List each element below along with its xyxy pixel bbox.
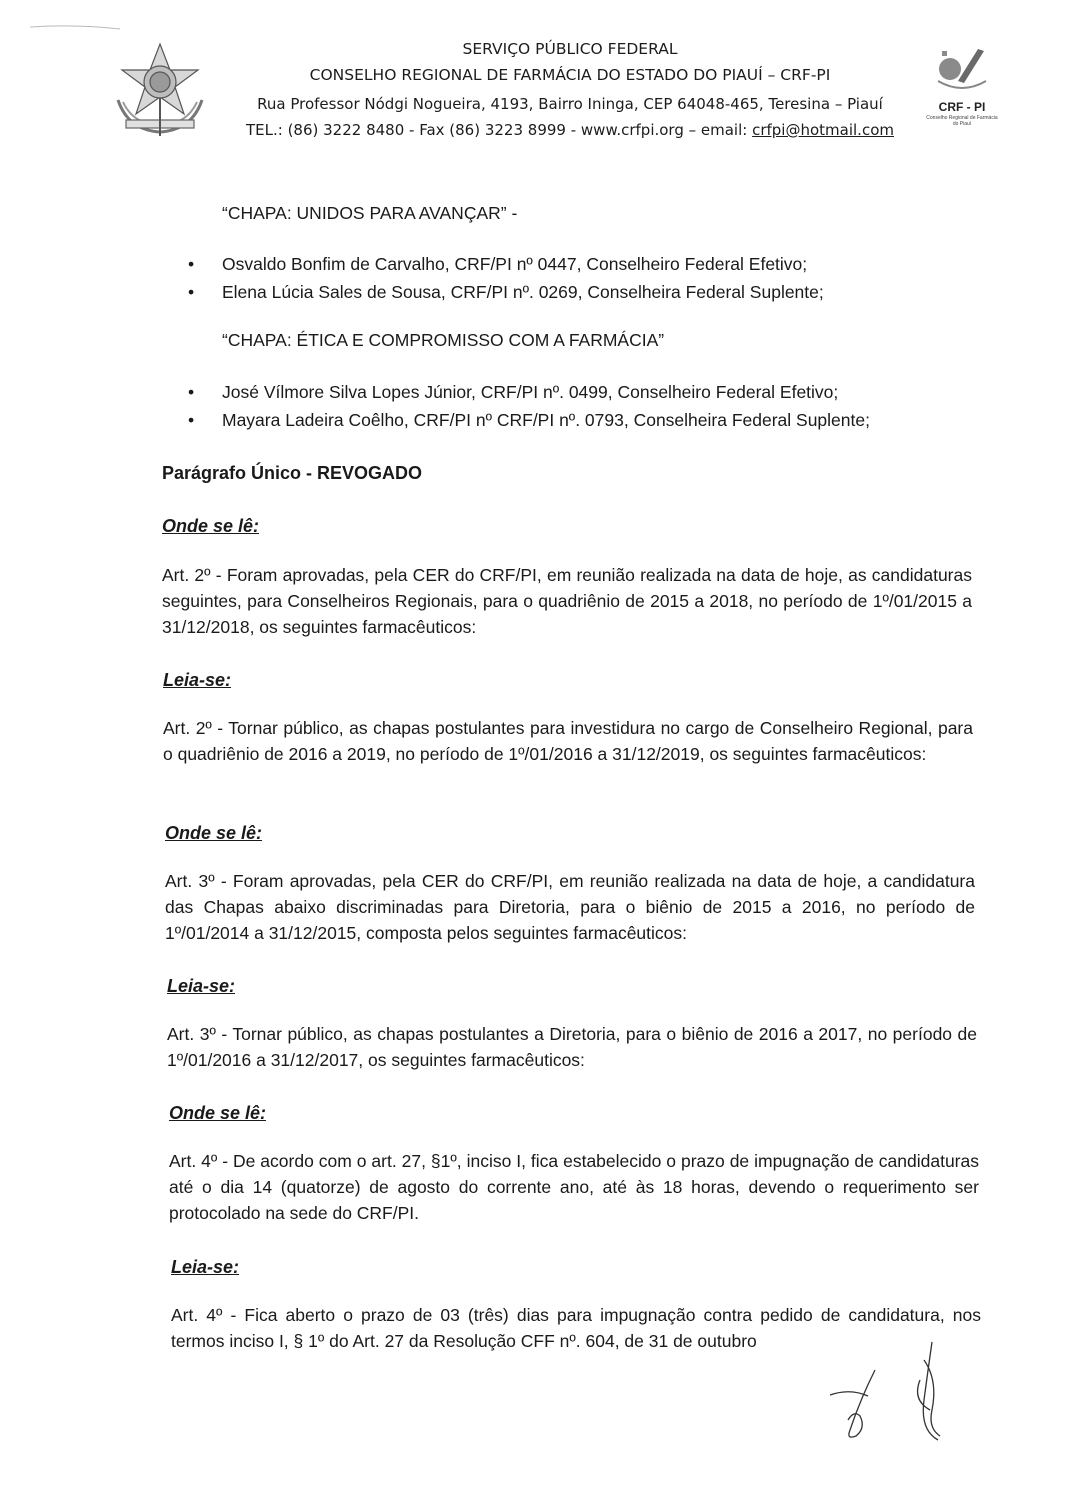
article-text: Art. 2º - Foram aprovadas, pela CER do CRF/PI, em reunião realizada na data de hoje, as candidaturas seguintes, para Conselheiros Regionais, para o quadriênio de 2015 a 2018, no período de 1º/01/2015 a 31/12/2018, os seguintes farmacêuticos:: [162, 565, 972, 637]
header-line-3: Rua Professor Nódgi Nogueira, 4193, Bairro Ininga, CEP 64048-465, Teresina – Piauí: [257, 95, 883, 113]
member-text: Mayara Ladeira Coêlho, CRF/PI nº CRF/PI nº. 0793, Conselheira Federal Suplente;: [222, 410, 870, 430]
crf-pi-logo: [918, 45, 1006, 133]
bullet-icon: •: [188, 382, 195, 402]
logo-subtitle: Conselho Regional de Farmácia do Piauí: [926, 115, 998, 127]
brazil-coat-of-arms-seal: [108, 40, 213, 140]
section-label: Onde se lê:: [169, 1103, 267, 1123]
section-label: Leia-se:: [167, 976, 236, 996]
bullet-icon: •: [188, 254, 195, 274]
letterhead: [0, 0, 1091, 160]
section-label: Onde se lê:: [162, 516, 260, 536]
logo-text: CRF - PI: [938, 100, 986, 114]
article-text: Art. 4º - De acordo com o art. 27, §1º, inciso I, fica estabelecido o prazo de impugnação de candidaturas até o dia 14 (quatorze) de agosto do corrente ano, até às 18 horas, devendo o requerimento ser protocolado na sede do CRF/PI.: [169, 1151, 979, 1223]
article-text: Art. 4º - Fica aberto o prazo de 03 (três) dias para impugnação contra pedido de candidatura, nos termos inciso I, § 1º do Art. 27 da Resolução CFF nº. 604, de 31 de outubro: [171, 1305, 981, 1351]
bullet-icon: •: [188, 410, 195, 430]
member-text: Osvaldo Bonfim de Carvalho, CRF/PI nº 0447, Conselheiro Federal Efetivo;: [222, 254, 808, 274]
member-text: Elena Lúcia Sales de Sousa, CRF/PI nº. 0269, Conselheira Federal Suplente;: [222, 282, 824, 302]
member-text: José Vílmore Silva Lopes Júnior, CRF/PI nº. 0499, Conselheiro Federal Efetivo;: [222, 382, 839, 402]
section-label: Leia-se:: [163, 670, 232, 690]
email-link[interactable]: crfpi@hotmail.com: [752, 121, 894, 139]
chapa-title: “CHAPA: ÉTICA E COMPROMISSO COM A FARMÁCIA”: [222, 330, 665, 350]
header-line-4: [220, 121, 920, 139]
header-line-1: SERVIÇO PÚBLICO FEDERAL: [462, 40, 678, 58]
chapa-title: “CHAPA: UNIDOS PARA AVANÇAR” -: [222, 203, 518, 223]
bullet-icon: •: [188, 282, 195, 302]
article-text: Art. 3º - Tornar público, as chapas postulantes a Diretoria, para o biênio de 2016 a 2017, no período de 1º/01/2016 a 31/12/2017, os seguintes farmacêuticos:: [167, 1024, 977, 1070]
handwritten-signature: [820, 1340, 970, 1450]
contact-info: TEL.: (86) 3222 8480 - Fax (86) 3223 8999 - www.crfpi.org – email:: [245, 121, 753, 139]
header-line-2: CONSELHO REGIONAL DE FARMÁCIA DO ESTADO DO PIAUÍ – CRF-PI: [309, 66, 831, 84]
article-text: Art. 2º - Tornar público, as chapas postulantes para investidura no cargo de Conselheiro Regional, para o quadriênio de 2016 a 2019, no período de 1º/01/2016 a 31/12/2019, os seguintes farmacêuticos:: [163, 718, 973, 764]
article-text: Art. 3º - Foram aprovadas, pela CER do CRF/PI, em reunião realizada na data de hoje, a candidatura das Chapas abaixo discriminadas para Diretoria, para o biênio de 2015 a 2016, no período de 1º/01/2014 a 31/12/2015, composta pelos seguintes farmacêuticos:: [165, 871, 975, 943]
paragrafo-unico-heading: Parágrafo Único - REVOGADO: [162, 463, 423, 483]
section-label: Leia-se:: [171, 1257, 240, 1277]
section-label: Onde se lê:: [165, 823, 263, 843]
